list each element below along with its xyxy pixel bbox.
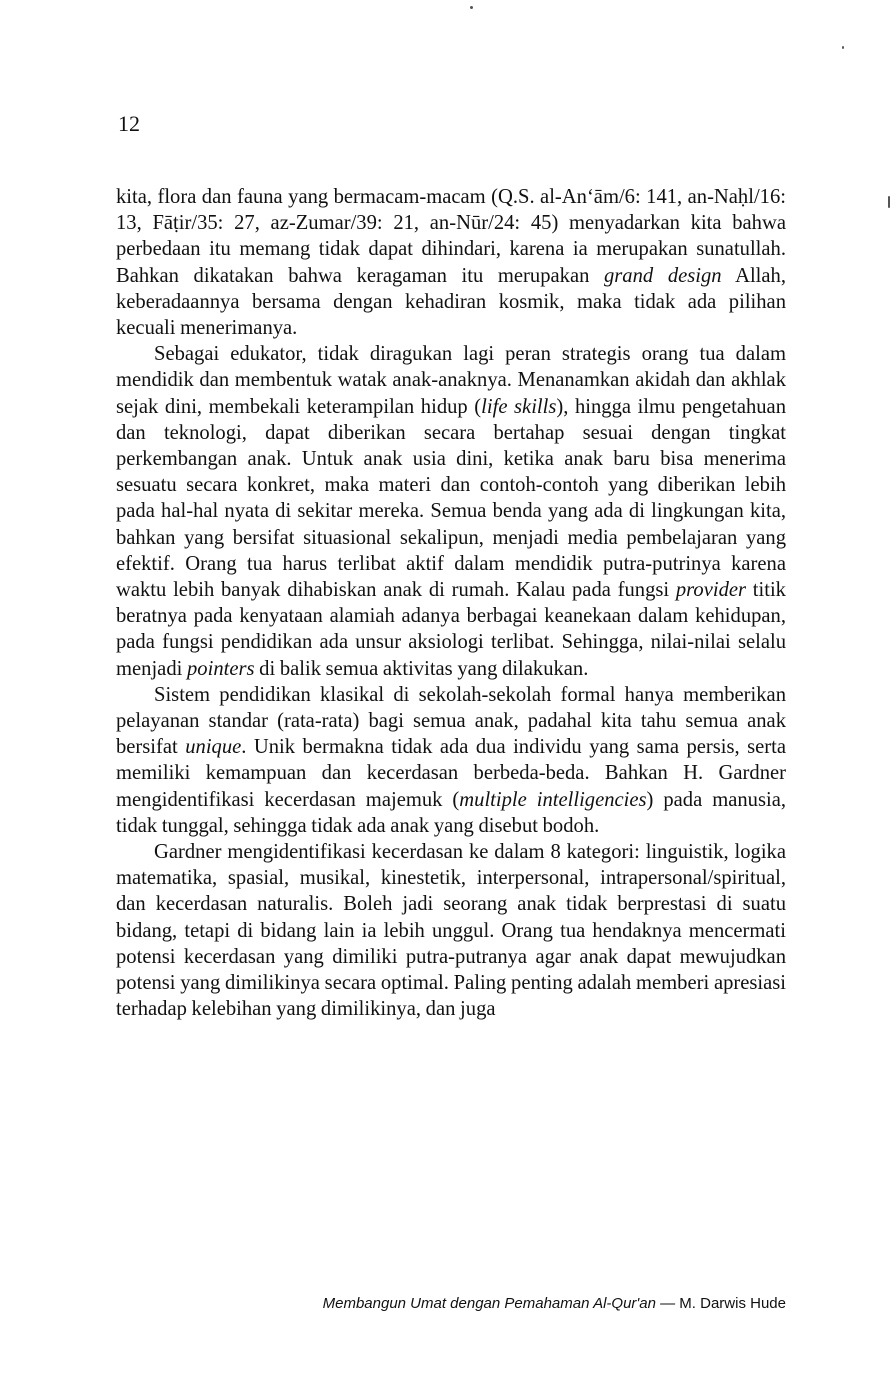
book-title: Membangun Umat dengan Pemahaman Al-Qur'an — [322, 1295, 656, 1312]
paragraph-text: Gardner mengidentifikasi kecerdasan ke dalam 8 kategori: linguistik, logika matematika, spasial, musikal, kinestetik, interpersonal, intrapersonal/spiritual, dan kecerdasan naturalis. Boleh jadi seorang anak tidak berprestasi di suatu bidang, tetapi di bidang lain ia lebih unggul. Orang tua hendaknya mencermati potensi kecerdasan yang dimiliki putra-putranya agar anak dapat mewujudkan potensi yang dimilikinya secara optimal. Paling penting adalah memberi apresiasi terhadap kelebihan yang dimilikinya, dan juga — [116, 841, 786, 1021]
paragraph-text: di balik semua aktivitas yang dilakukan. — [254, 657, 589, 680]
paragraph-text: Sistem pendidikan klasikal di sekolah-sekolah formal hanya memberikan pelayanan standar (rata-rata) bagi semua anak, padahal kita tahu semua anak bersifat — [116, 683, 786, 759]
italic-term: multiple intelligencies — [459, 788, 647, 811]
italic-term: life skills — [481, 395, 557, 418]
italic-term: pointers — [187, 657, 255, 680]
paragraph-text: kita, flora dan fauna yang bermacam-macam (Q.S. al-An‘ām/6: 141, an-Naḥl/16: 13, Fāṭir/35: 27, az-Zumar/39: 21, an-Nūr/24: 45) menyadarkan kita bahwa perbedaan itu memang tidak dapat dihindari, karena ia merupakan sunatullah. Bahkan dikatakan bahwa keragaman itu merupakan — [116, 186, 786, 287]
paragraph-1 — [116, 184, 786, 341]
paragraph-text: Sebagai edukator, tidak diragukan lagi peran strategis orang tua dalam mendidik dan membentuk watak anak-anaknya. Menanamkan akidah dan akhlak sejak dini, membekali keterampilan hidup ( — [116, 343, 786, 418]
paragraph-4 — [116, 839, 786, 1022]
footer-separator: — — [655, 1295, 680, 1312]
italic-term: unique — [185, 736, 242, 759]
scan-speck — [888, 196, 890, 208]
body-text — [116, 184, 786, 1023]
paragraph-text: titik beratnya pada kenyataan alamiah adanya berbagai keanekaan dalam kehidupan, pada fungsi pendidikan ada unsur aksiologi terlibat. Sehingga, nilai-nilai selalu menjadi — [116, 579, 786, 680]
paragraph-text: Allah, keberadaannya bersama dengan kehadiran kosmik, maka tidak ada pilihan kecuali menerimanya. — [116, 264, 786, 340]
paragraph-text: ) pada manusia, tidak tunggal, sehingga tidak ada anak yang disebut bodoh. — [116, 788, 786, 837]
page-number: 12 — [118, 111, 140, 136]
author-name: M. Darwis Hude — [679, 1295, 786, 1312]
running-footer — [323, 1294, 786, 1314]
paragraph-2 — [116, 341, 786, 682]
scan-speck — [842, 46, 844, 49]
scan-speck — [470, 6, 473, 9]
paragraph-text: ), hingga ilmu pengetahuan dan teknologi, dapat diberikan secara bertahap sesuai dengan tingkat perkembangan anak. Untuk anak usia dini, ketika anak baru bisa menerima sesuatu secara konkret, maka materi dan contoh-contoh yang diberikan lebih pada hal-hal nyata di sekitar mereka. Semua benda yang ada di lingkungan kita, bahkan yang bersifat situasional sekalipun, menjadi media pembelajaran yang efektif. Orang tua harus terlibat aktif dalam mendidik putra-putrinya karena waktu lebih banyak dihabiskan anak di rumah. Kalau pada fungsi — [116, 395, 786, 602]
paragraph-text: . Unik bermakna tidak ada dua individu yang sama persis, serta memiliki kemampuan dan kecerdasan berbeda-beda. Bahkan H. Gardner mengidentifikasi kecerdasan majemuk ( — [116, 736, 786, 811]
paragraph-3 — [116, 682, 786, 839]
italic-term: grand design — [604, 264, 722, 287]
italic-term: provider — [675, 579, 747, 602]
